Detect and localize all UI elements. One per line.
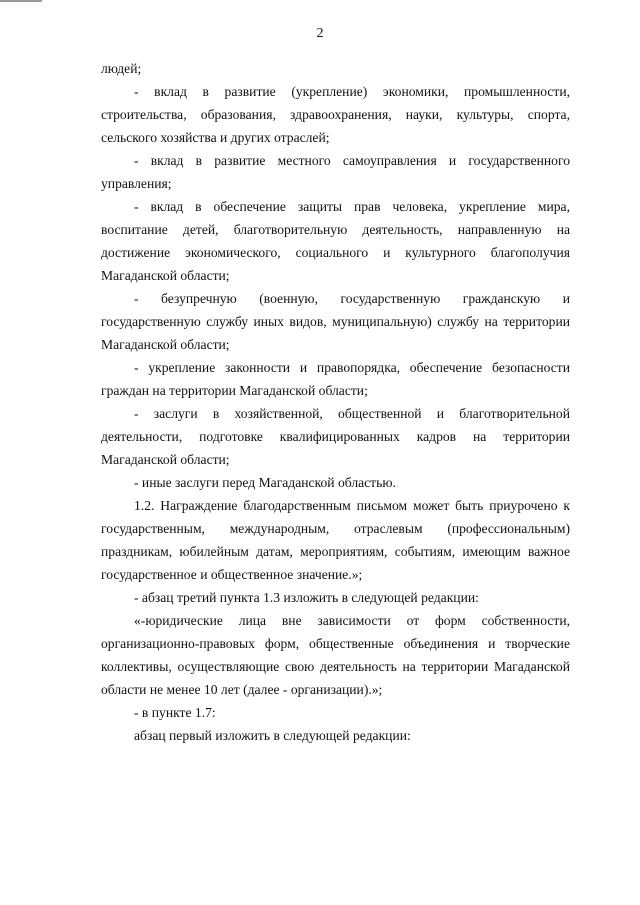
amendment-first-paragraph: абзац первый изложить в следующей редакции: [134, 728, 411, 743]
document-body [101, 57, 570, 747]
clause-1-2: 1.2. Награждение благодарственным письмом может быть приурочено к государственным, международным, отраслевым (профессиональным) праздникам, юбилейным датам, мероприятиям, событиям, имеющим важное государственное и общественное значение.»; [101, 498, 570, 582]
amendment-clause-1-3: - абзац третий пункта 1.3 изложить в следующей редакции: [134, 590, 479, 605]
quoted-legal-entities: «-юридические лица вне зависимости от форм собственности, организационно-правовых форм, общественные объединения и творческие коллективы, осуществляющие свою деятельность на территории Магаданской области не менее 10 лет (далее - организации).»; [101, 613, 570, 697]
list-item-service: - безупречную (военную, государственную гражданскую и государственную службу иных видов, муниципальную) службу на территории Магаданской области; [101, 291, 570, 352]
page-number: 2 [316, 26, 324, 41]
list-item-self-government: - вклад в развитие местного самоуправления и государственного управления; [101, 153, 570, 191]
scan-corner-mark [0, 0, 42, 2]
list-item-other-merits: - иные заслуги перед Магаданской областью. [134, 475, 396, 490]
list-item-economy: - вклад в развитие (укрепление) экономики, промышленности, строительства, образования, здравоохранения, науки, культуры, спорта, сельского хозяйства и других отраслей; [101, 84, 570, 145]
list-item-human-rights: - вклад в обеспечение защиты прав человека, укрепление мира, воспитание детей, благотворительную деятельность, направленную на достижение экономического, социального и культурного благополучия Магаданской области; [101, 199, 570, 283]
amendment-clause-1-7: - в пункте 1.7: [134, 705, 216, 720]
list-item-business-merits: - заслуги в хозяйственной, общественной и благотворительной деятельности, подготовке квалифицированных кадров на территории Магаданской области; [101, 406, 570, 467]
list-item-law-order: - укрепление законности и правопорядка, обеспечение безопасности граждан на территории Магаданской области; [101, 360, 570, 398]
paragraph-continuation: людей; [101, 61, 142, 76]
